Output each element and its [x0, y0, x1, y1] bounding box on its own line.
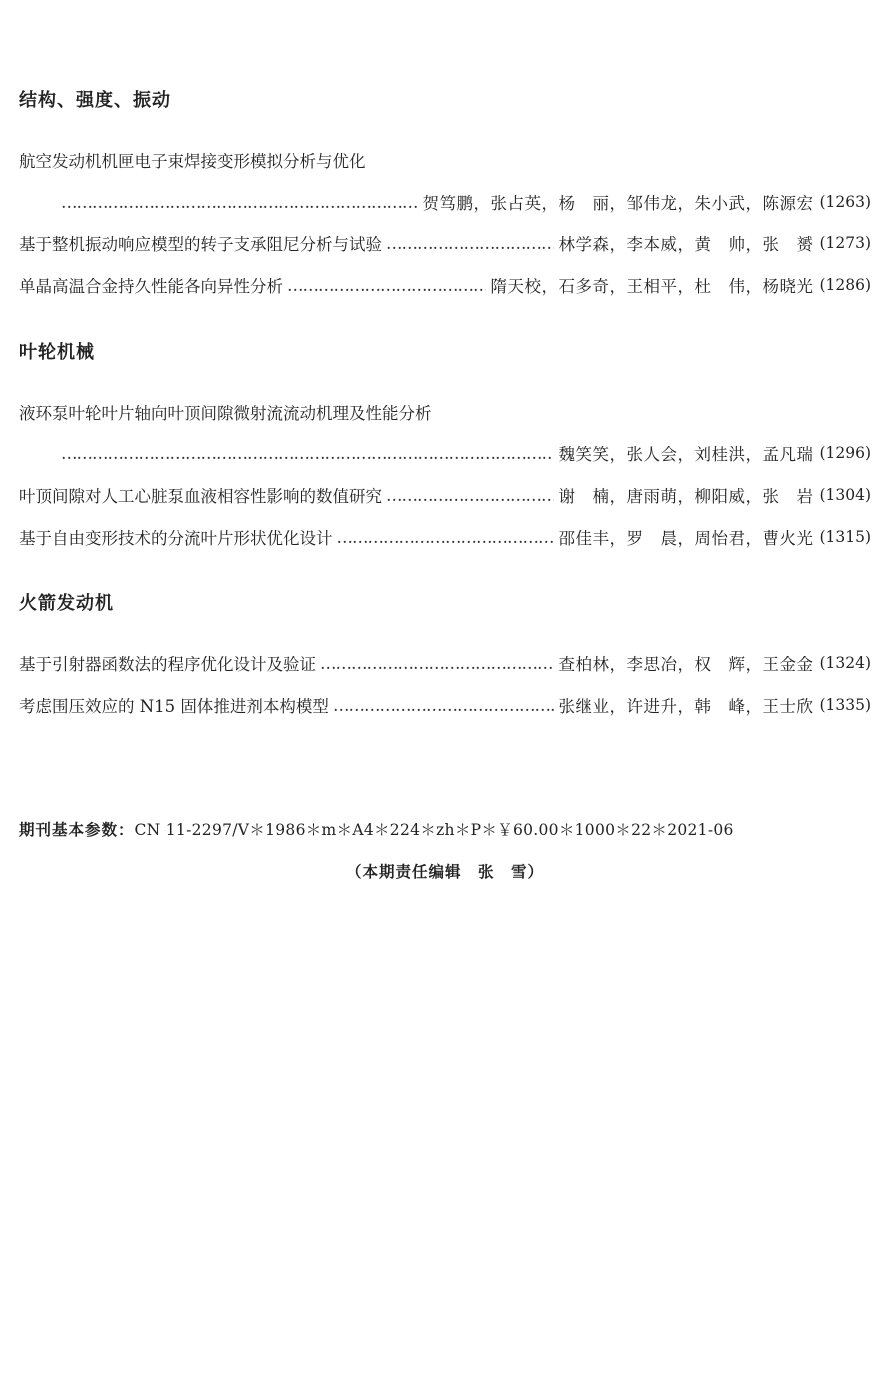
page-number: (1324): [819, 654, 871, 672]
section-title: 叶轮机械: [19, 342, 95, 363]
section-title: 火箭发动机: [19, 593, 114, 614]
article-authors: 张继业，许进升，韩 峰，王士欣: [558, 697, 814, 716]
article-authors: 谢 楠，唐雨萌，柳阳威，张 岩: [558, 487, 814, 506]
dot-leader: [386, 234, 554, 253]
article-authors: 邵佳丰，罗 晨，周怡君，曹火光: [558, 529, 814, 548]
page-number: (1286): [819, 276, 871, 294]
journal-parameters-value: CN 11-2297/V＊1986＊m＊A4＊224＊zh＊P＊￥60.00＊1000＊22＊2021-06: [134, 821, 734, 839]
toc-entry-title-line: [19, 400, 871, 424]
toc-entry: [19, 273, 871, 297]
article-authors: 查柏林，李思冶，权 辉，王金金: [558, 655, 814, 674]
dot-leader: [61, 444, 554, 463]
toc-entry: [19, 693, 871, 717]
toc-entry: [19, 231, 871, 255]
article-authors: 魏笑笑，张人会，刘桂洪，孟凡瑞: [558, 445, 814, 464]
responsible-editor: （本期责任编辑 张 雪）: [345, 863, 544, 881]
toc-entry: [19, 651, 871, 675]
toc-entry: [19, 441, 871, 465]
article-title[interactable]: 基于引射器函数法的程序优化设计及验证: [19, 655, 316, 674]
dot-leader: [337, 528, 555, 547]
article-authors: 贺笃鹏，张占英，杨 丽，邹伟龙，朱小武，陈源宏: [422, 194, 814, 213]
toc-entry: [19, 190, 871, 214]
page-number: (1315): [819, 528, 871, 546]
toc-entry: [19, 483, 871, 507]
article-title[interactable]: 基于自由变形技术的分流叶片形状优化设计: [19, 529, 333, 548]
journal-parameters-label: 期刊基本参数：: [19, 821, 135, 839]
article-authors: 林学森，李本威，黄 帅，张 赟: [558, 235, 814, 254]
dot-leader: [61, 193, 418, 212]
page-number: (1304): [819, 486, 871, 504]
dot-leader: [320, 654, 554, 673]
journal-parameters: [19, 818, 734, 840]
article-title[interactable]: 考虑围压效应的 N15 固体推进剂本构模型: [19, 697, 329, 716]
page-number: (1296): [819, 444, 871, 462]
dot-leader: [386, 486, 554, 505]
article-title[interactable]: 单晶高温合金持久性能各向异性分析: [19, 277, 283, 296]
page-number: (1273): [819, 234, 871, 252]
dot-leader: [287, 276, 486, 295]
section-title: 结构、强度、振动: [19, 90, 171, 111]
article-title[interactable]: 液环泵叶轮叶片轴向叶顶间隙微射流流动机理及性能分析: [19, 404, 432, 423]
article-authors: 隋天校，石多奇，王相平，杜 伟，杨晓光: [490, 277, 814, 296]
article-title[interactable]: 基于整机振动响应模型的转子支承阻尼分析与试验: [19, 235, 382, 254]
article-title[interactable]: 航空发动机机匣电子束焊接变形模拟分析与优化: [19, 152, 366, 171]
article-title[interactable]: 叶顶间隙对人工心脏泵血液相容性影响的数值研究: [19, 487, 382, 506]
toc-entry: [19, 525, 871, 549]
page-number: (1263): [819, 193, 871, 211]
dot-leader: [333, 696, 555, 715]
page-number: (1335): [819, 696, 871, 714]
toc-entry-title-line: [19, 148, 871, 172]
